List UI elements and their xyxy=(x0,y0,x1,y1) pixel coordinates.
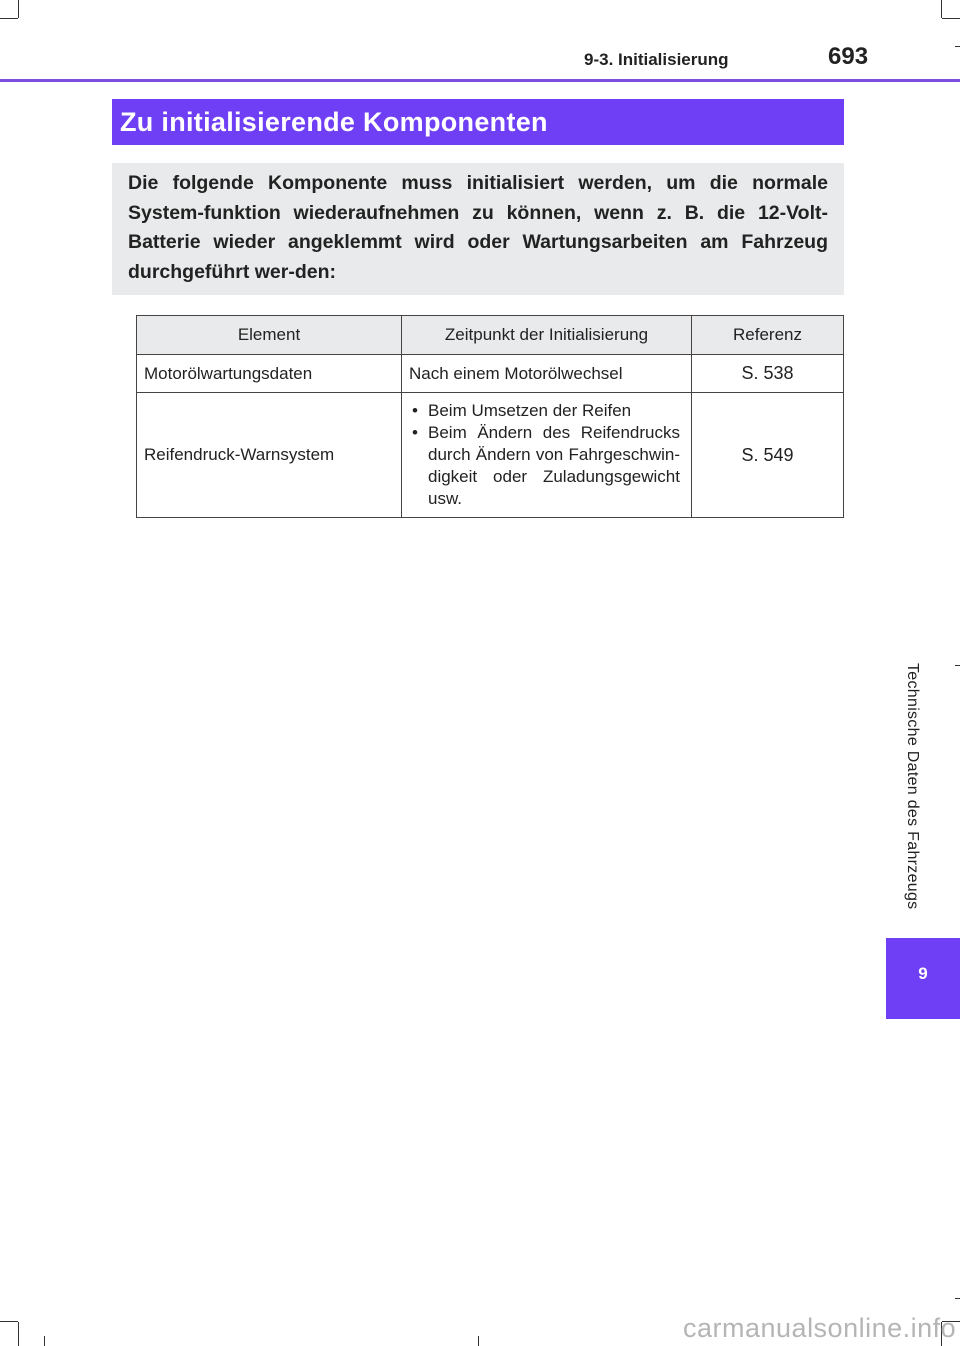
crop-mark xyxy=(955,46,960,47)
table-row xyxy=(137,393,844,518)
timing-bullet-list xyxy=(409,400,684,510)
cell-timing: Nach einem Motorölwechsel xyxy=(402,355,692,393)
header-section-title: 9-3. Initialisierung xyxy=(584,50,729,69)
column-header-reference: Referenz xyxy=(692,316,844,355)
chapter-side-label: Technische Daten des Fahrzeugs xyxy=(904,663,921,910)
list-item: • Beim Umsetzen der Reifen xyxy=(409,400,680,422)
intro-text-box xyxy=(112,163,844,295)
list-item: • Beim Ändern des Reifendrucks durch Ändern von Fahrgeschwin-digkeit oder Zuladungsgewicht usw. xyxy=(409,422,680,510)
section-title: Zu initialisierende Komponenten xyxy=(112,99,844,145)
crop-mark xyxy=(18,0,19,18)
crop-mark xyxy=(941,0,942,18)
header-rule xyxy=(0,79,960,82)
crop-mark xyxy=(955,1298,960,1299)
crop-mark xyxy=(0,1321,18,1322)
cell-element: Reifendruck-Warnsystem xyxy=(137,393,402,518)
column-header-timing: Zeitpunkt der Initialisierung xyxy=(402,316,692,355)
crop-mark xyxy=(478,1336,479,1346)
crop-mark xyxy=(955,665,960,666)
table-header-row xyxy=(137,316,844,355)
page-number: 693 xyxy=(828,43,869,70)
crop-mark xyxy=(44,1336,45,1346)
crop-mark xyxy=(942,18,960,19)
crop-mark xyxy=(18,1322,19,1346)
cell-reference: S. 538 xyxy=(692,355,844,393)
crop-mark xyxy=(0,18,18,19)
intro-text: Die folgende Komponente muss initialisiert werden, um die normale System-funktion wiederaufnehmen zu können, wenn z. B. die 12-Volt-Batterie wieder angeklemmt wird oder Wartungsarbeiten am Fahrzeug durchgeführt wer-den: xyxy=(128,172,828,283)
watermark: carmanualsonline.info xyxy=(683,1313,957,1343)
cell-reference: S. 549 xyxy=(692,393,844,518)
chapter-number-tab: 9 xyxy=(886,938,960,1019)
cell-element: Motorölwartungsdaten xyxy=(137,355,402,393)
table-row xyxy=(137,355,844,393)
cell-timing xyxy=(402,393,692,518)
column-header-element: Element xyxy=(137,316,402,355)
initialization-table xyxy=(136,315,844,518)
